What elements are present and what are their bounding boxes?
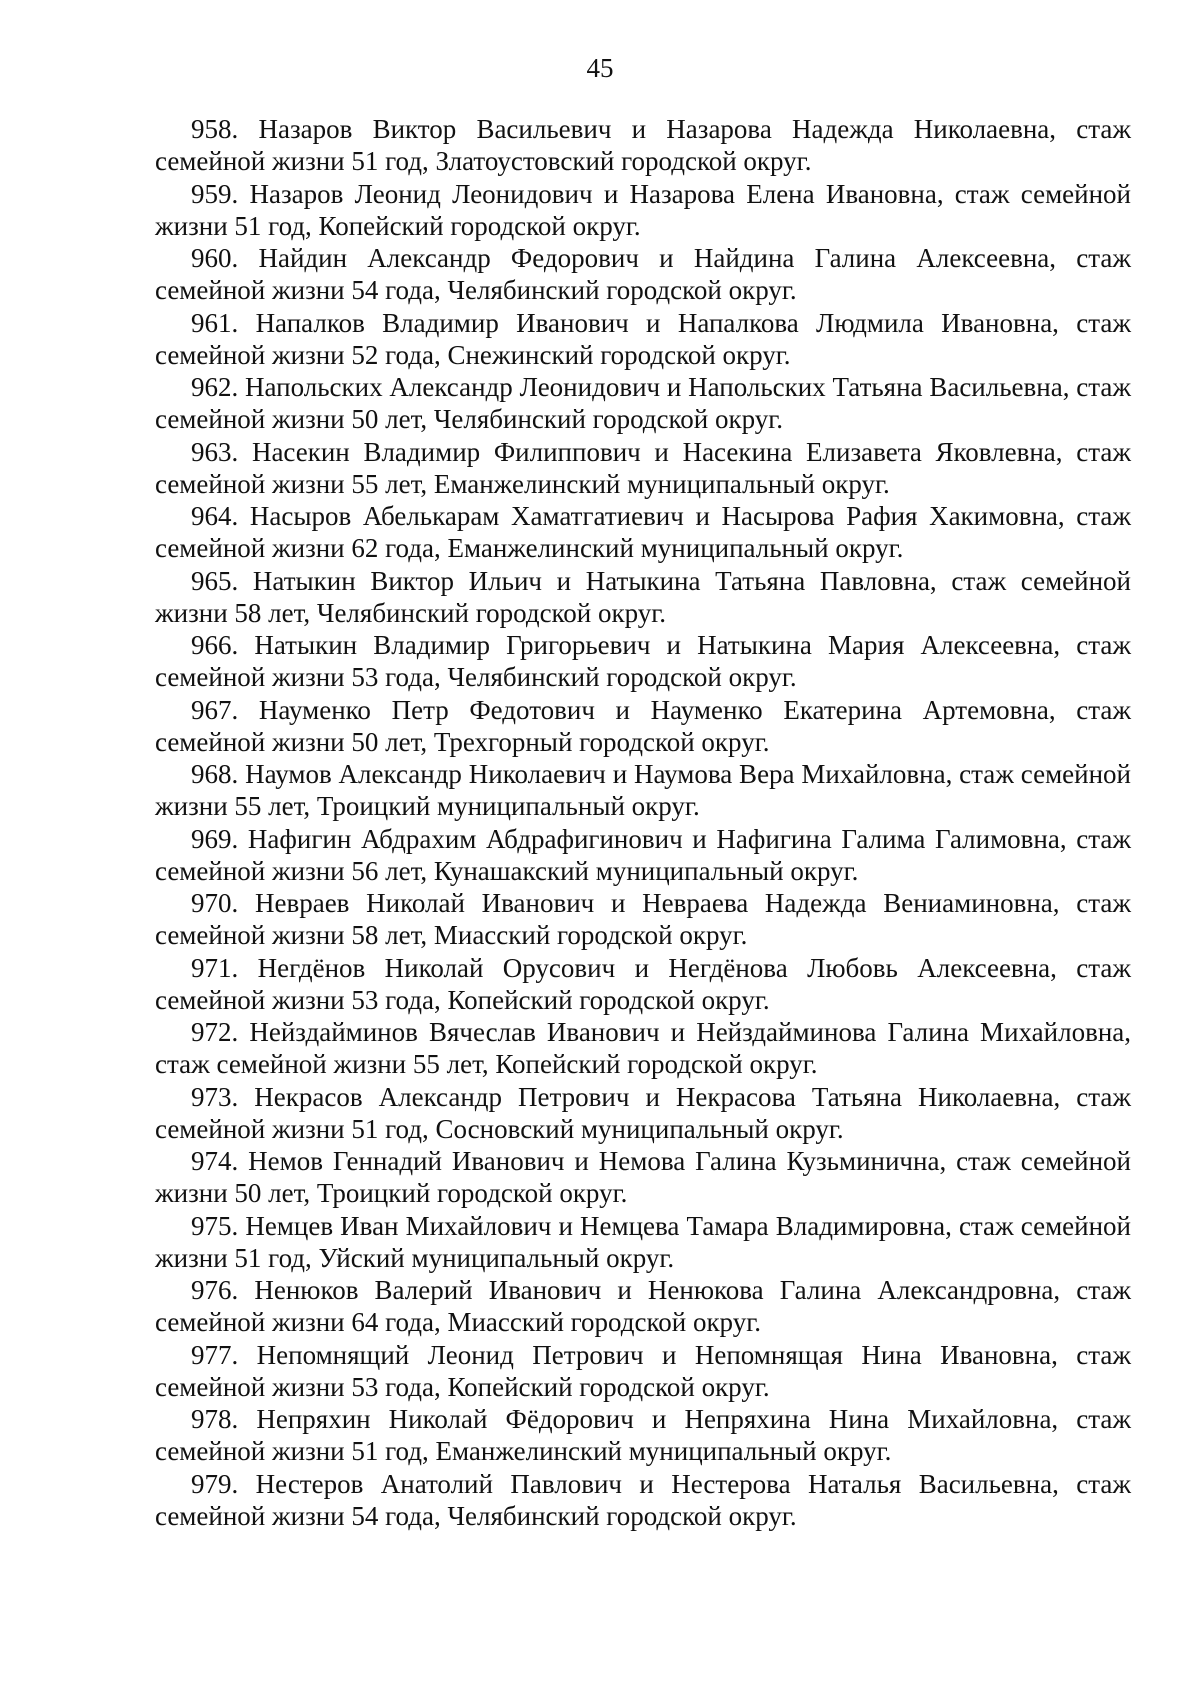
entry-number: 970. bbox=[191, 888, 239, 918]
entry-number: 967. bbox=[191, 694, 239, 725]
list-item bbox=[155, 629, 1131, 693]
entry-text: Насыров Абелькарам Хаматгатиевич и Насырова Рафия Хакимовна, стаж семейной жизни 62 года, Еманжелинский муниципальный округ. bbox=[155, 501, 1132, 563]
entry-text: Непомнящий Леонид Петрович и Непомнящая Нина Ивановна, стаж семейной жизни 53 года, Копейский городской округ. bbox=[155, 1339, 1132, 1402]
entry-text: Негдёнов Николай Орусович и Негдёнова Любовь Алексеевна, стаж семейной жизни 53 года, Копейский городской округ. bbox=[155, 952, 1131, 1015]
entry-text: Невраев Николай Иванович и Невраева Надежда Вениаминовна, стаж семейной жизни 58 лет, Миасский городской округ. bbox=[155, 888, 1131, 950]
entry-list bbox=[155, 113, 1131, 1532]
entry-number: 976. bbox=[191, 1275, 239, 1305]
entry-number: 978. bbox=[191, 1404, 239, 1434]
list-item bbox=[155, 1210, 1131, 1274]
entry-number: 975. bbox=[191, 1210, 239, 1241]
entry-number: 960. bbox=[191, 243, 239, 273]
list-item bbox=[155, 1339, 1131, 1403]
entry-text: Назаров Виктор Васильевич и Назарова Надежда Николаевна, стаж семейной жизни 51 год, Златоустовский городской округ. bbox=[155, 114, 1131, 176]
entry-number: 959. bbox=[191, 178, 239, 209]
list-item bbox=[155, 952, 1131, 1016]
entry-text: Найдин Александр Федорович и Найдина Галина Алексеевна, стаж семейной жизни 54 года, Челябинский городской округ. bbox=[155, 243, 1132, 305]
list-item bbox=[155, 242, 1131, 306]
entry-text: Нестеров Анатолий Павлович и Нестерова Наталья Васильевна, стаж семейной жизни 54 года, Челябинский городской округ. bbox=[155, 1468, 1131, 1531]
entry-text: Нафигин Абдрахим Абдрафигинович и Нафигина Галима Галимовна, стаж семейной жизни 56 лет, Кунашакский муниципальный округ. bbox=[155, 823, 1132, 886]
entry-number: 971. bbox=[191, 952, 239, 983]
entry-number: 977. bbox=[191, 1339, 239, 1370]
entry-text: Немов Геннадий Иванович и Немова Галина Кузьминична, стаж семейной жизни 50 лет, Троицкий городской округ. bbox=[155, 1146, 1131, 1208]
entry-number: 963. bbox=[191, 436, 239, 467]
entry-number: 964. bbox=[191, 501, 239, 531]
list-item bbox=[155, 694, 1131, 758]
list-item bbox=[155, 1403, 1131, 1467]
entry-number: 958. bbox=[191, 114, 239, 144]
list-item bbox=[155, 1016, 1131, 1080]
entry-number: 962. bbox=[191, 372, 239, 402]
list-item bbox=[155, 500, 1131, 564]
list-item bbox=[155, 307, 1131, 371]
list-item bbox=[155, 1145, 1131, 1209]
entry-number: 979. bbox=[191, 1468, 239, 1499]
entry-text: Наумов Александр Николаевич и Наумова Вера Михайловна, стаж семейной жизни 55 лет, Троицкий муниципальный округ. bbox=[155, 759, 1131, 821]
entry-number: 973. bbox=[191, 1081, 239, 1112]
entry-text: Насекин Владимир Филиппович и Насекина Елизавета Яковлевна, стаж семейной жизни 55 лет, Еманжелинский муниципальный округ. bbox=[155, 436, 1131, 499]
entry-number: 961. bbox=[191, 307, 239, 338]
entry-text: Нейздайминов Вячеслав Иванович и Нейздайминова Галина Михайловна, стаж семейной жизни 55 лет, Копейский городской округ. bbox=[155, 1017, 1131, 1079]
entry-text: Напалков Владимир Иванович и Напалкова Людмила Ивановна, стаж семейной жизни 52 года, Снежинский городской округ. bbox=[155, 307, 1131, 370]
entry-number: 966. bbox=[191, 630, 239, 660]
list-item bbox=[155, 1274, 1131, 1338]
list-item bbox=[155, 178, 1131, 242]
list-item bbox=[155, 1468, 1131, 1532]
entry-text: Натыкин Владимир Григорьевич и Натыкина Мария Алексеевна, стаж семейной жизни 53 года, Челябинский городской округ. bbox=[155, 630, 1131, 692]
page-number: 45 bbox=[586, 53, 614, 83]
entry-number: 968. bbox=[191, 759, 239, 789]
entry-text: Напольских Александр Леонидович и Напольских Татьяна Васильевна, стаж семейной жизни 50 лет, Челябинский городской округ. bbox=[155, 372, 1131, 434]
entry-text: Назаров Леонид Леонидович и Назарова Елена Ивановна, стаж семейной жизни 51 год, Копейский городской округ. bbox=[155, 178, 1132, 241]
list-item bbox=[155, 1081, 1131, 1145]
entry-text: Некрасов Александр Петрович и Некрасова Татьяна Николаевна, стаж семейной жизни 51 год, Сосновский муниципальный округ. bbox=[155, 1081, 1131, 1144]
list-item bbox=[155, 113, 1131, 177]
entry-text: Ненюков Валерий Иванович и Ненюкова Галина Александровна, стаж семейной жизни 64 года, Миасский городской округ. bbox=[155, 1275, 1132, 1337]
list-item bbox=[155, 436, 1131, 500]
entry-number: 972. bbox=[191, 1017, 239, 1047]
entry-number: 965. bbox=[191, 565, 239, 596]
list-item bbox=[155, 565, 1131, 629]
entry-number: 974. bbox=[191, 1146, 239, 1176]
list-item bbox=[155, 823, 1131, 887]
list-item bbox=[155, 758, 1131, 822]
entry-text: Натыкин Виктор Ильич и Натыкина Татьяна Павловна, стаж семейной жизни 58 лет, Челябинский городской округ. bbox=[155, 565, 1131, 628]
entry-text: Непряхин Николай Фёдорович и Непряхина Нина Михайловна, стаж семейной жизни 51 год, Еманжелинский муниципальный округ. bbox=[155, 1404, 1132, 1466]
list-item bbox=[155, 887, 1131, 951]
entry-text: Науменко Петр Федотович и Науменко Екатерина Артемовна, стаж семейной жизни 50 лет, Трехгорный городской округ. bbox=[155, 694, 1131, 757]
list-item bbox=[155, 371, 1131, 435]
entry-text: Немцев Иван Михайлович и Немцева Тамара Владимировна, стаж семейной жизни 51 год, Уйский муниципальный округ. bbox=[155, 1210, 1131, 1273]
entry-number: 969. bbox=[191, 823, 239, 854]
